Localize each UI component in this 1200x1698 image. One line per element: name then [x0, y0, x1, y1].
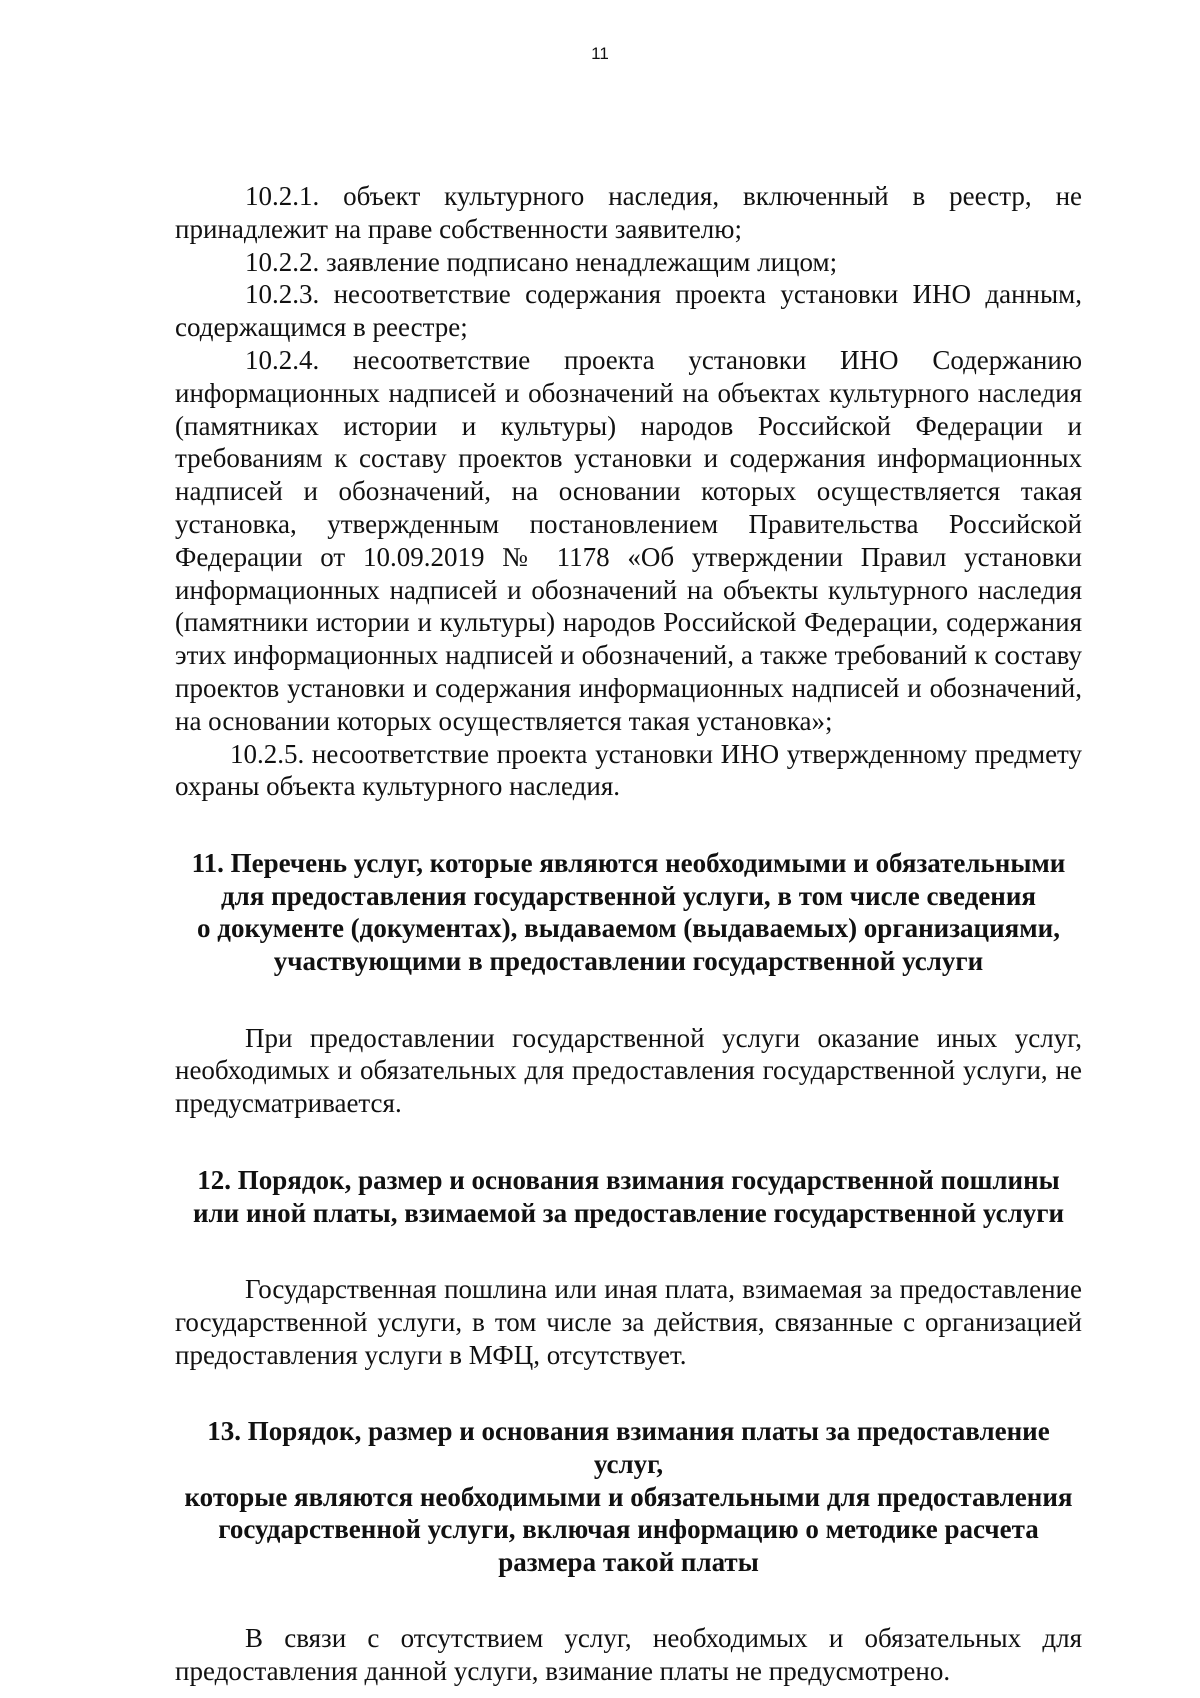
section-12-heading [175, 1164, 1082, 1229]
section-11-text: При предоставлении государственной услуги оказание иных услуг, необходимых и обязательных для предоставления государственной услуги, не предусматривается. [175, 1022, 1082, 1119]
paragraph-10-2-3: 10.2.3. несоответствие содержания проекта установки ИНО данным, содержащимся в реестре; [175, 279, 1082, 343]
page-number: 11 [591, 44, 609, 63]
paragraph-10-2-1: 10.2.1. объект культурного наследия, включенный в реестр, не принадлежит на праве собственности заявителю; [175, 181, 1082, 244]
paragraph-10-2-5: 10.2.5. несоответствие проекта установки ИНО утвержденному предмету охраны объекта культурного наследия. [175, 738, 1082, 802]
section-12-text: Государственная пошлина или иная плата, взимаемая за предоставление государственной услуги, в том числе за действия, связанные с организацией предоставления услуги в МФЦ, отсутствует. [175, 1274, 1082, 1370]
section-11-heading [175, 847, 1082, 977]
heading-line: о документе (документах), выдаваемом (выдаваемых) организациями, [197, 913, 1060, 944]
paragraph-10-2-2: 10.2.2. заявление подписано ненадлежащим лицом; [245, 246, 838, 277]
document-body [175, 180, 1082, 1688]
heading-line: размера такой платы [498, 1546, 759, 1577]
heading-line: 12. Порядок, размер и основания взимания государственной пошлины [197, 1164, 1060, 1195]
section-13-heading [175, 1415, 1082, 1578]
paragraph-10-2-4: 10.2.4. несоответствие проекта установки ИНО Содержанию информационных надписей и обозначений на объектах культурного наследия (памятниках истории и культуры) народов Российской Федерации и требованиям к составу проектов установки и содержания информационных надписей и обозначений, на основании которых осуществляется такая установка, утвержденным постановлением Правительства Российской Федерации от 10.09.2019 № 1178 «Об утверждении Правил установки информационных надписей и обозначений на объекты культурного наследия (памятники истории и культуры) народов Российской Федерации, содержания этих информационных надписей и обозначений, а также требований к составу проектов установки и содержания информационных надписей и обозначений, на основании которых осуществляется такая установка»; [175, 344, 1082, 736]
heading-line: которые являются необходимыми и обязательными для предоставления [184, 1481, 1073, 1512]
heading-line: 11. Перечень услуг, которые являются необходимыми и обязательными [191, 848, 1066, 879]
section-13-text: В связи с отсутствием услуг, необходимых и обязательных для предоставления данной услуги, взимание платы не предусмотрено. [175, 1623, 1082, 1687]
heading-line: 13. Порядок, размер и основания взимания платы за предоставление услуг, [207, 1416, 1050, 1480]
heading-line: государственной услуги, включая информацию о методике расчета [218, 1514, 1039, 1545]
heading-line: для предоставления государственной услуги, в том числе сведения [220, 880, 1037, 911]
heading-line: или иной платы, взимаемой за предоставление государственной услуги [192, 1197, 1065, 1228]
heading-line: участвующими в предоставлении государственной услуги [273, 945, 984, 976]
